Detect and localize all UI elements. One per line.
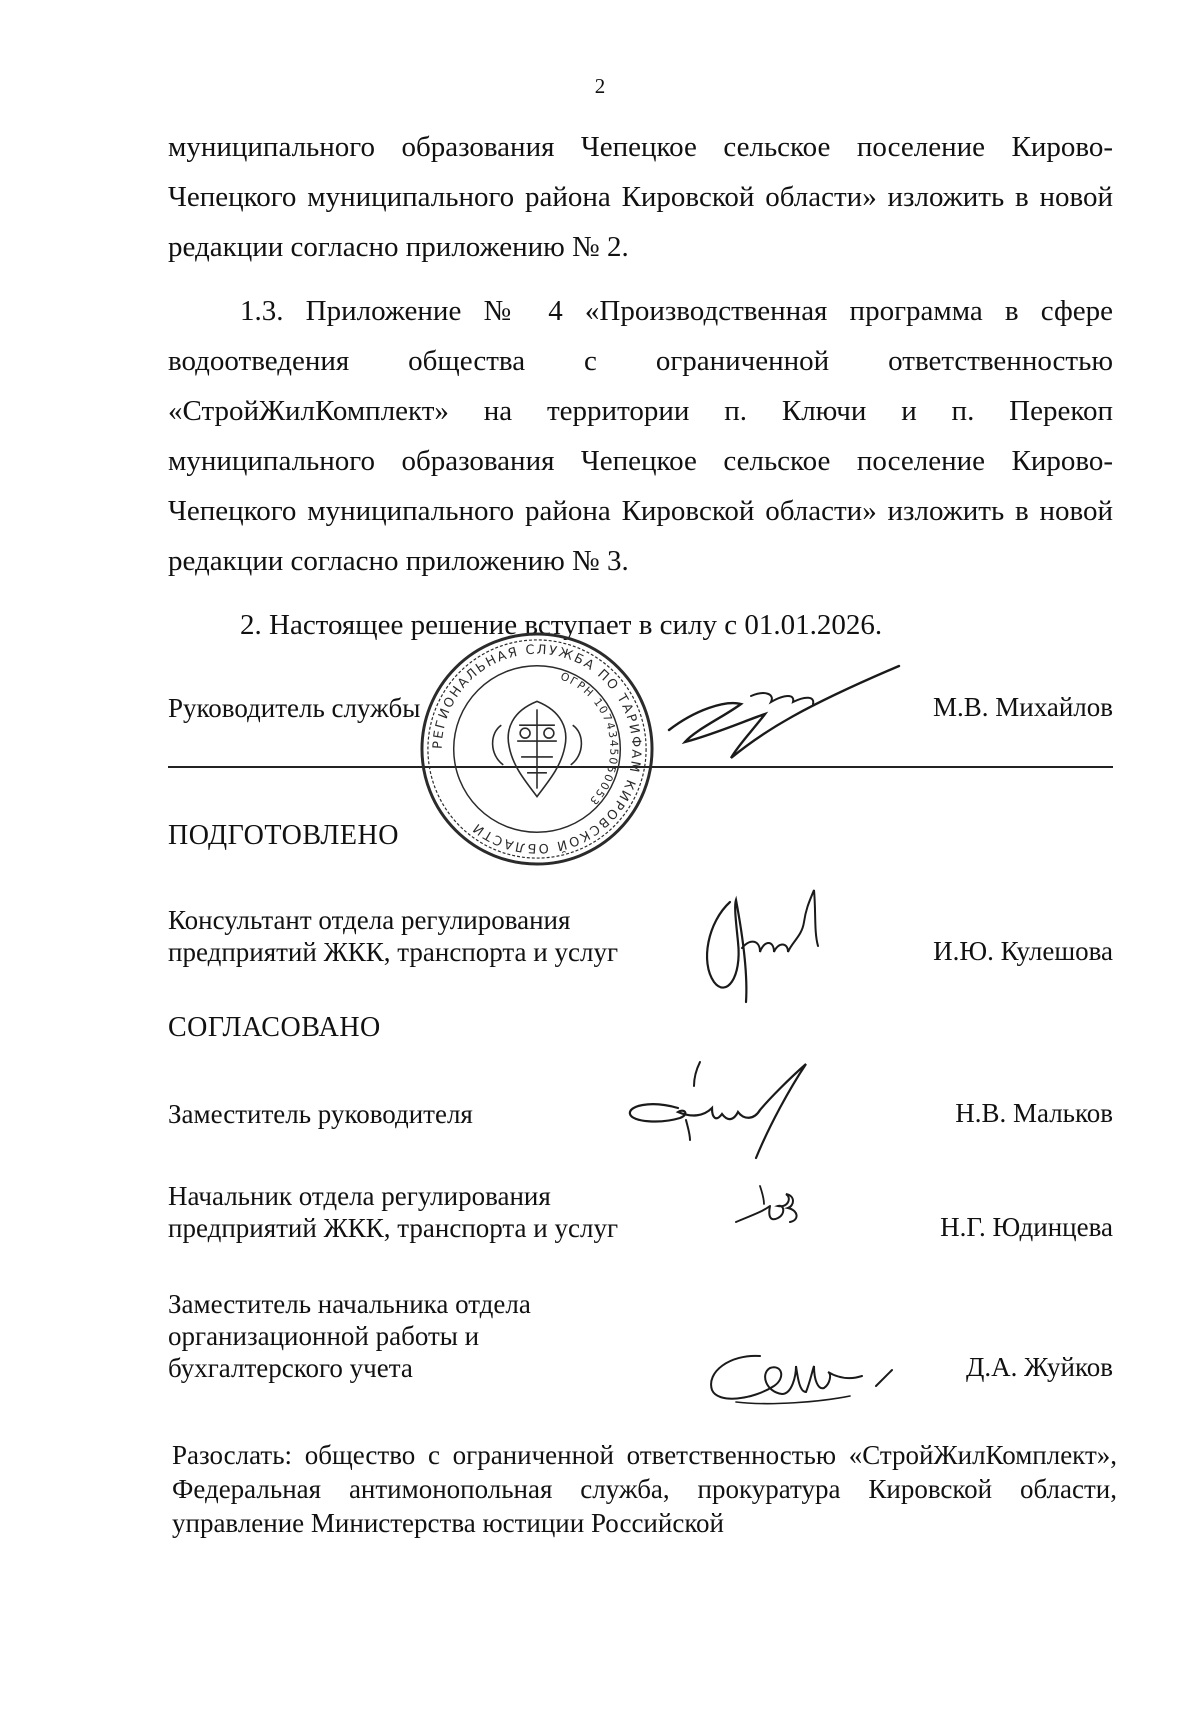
prepared-role-line: предприятий ЖКК, транспорта и услуг (168, 937, 619, 967)
agreed-heading: СОГЛАСОВАНО (168, 1012, 381, 1043)
prepared-role (168, 904, 618, 968)
paragraph-1: муниципального образования Чепецкое сельское поселение Кирово-Чепецкого муниципального района Кировской области» изложить в новой редакции согласно приложению № 2. (168, 131, 1113, 263)
head-name: М.В. Михайлов (932, 692, 1113, 722)
seal-outer-text: РЕГИОНАЛЬНАЯ СЛУЖБА ПО ТАРИФАМ КИРОВСКОЙ ОБЛАСТИ (430, 642, 644, 856)
head-autograph (655, 660, 905, 770)
prepared-heading: ПОДГОТОВЛЕНО (168, 820, 399, 851)
paragraph-1-3: 1.3. Приложение № 4 «Производственная программа в сфере водоотведения общества с ограниченной ответственностью «СтройЖилКомплект» на территории п. Ключи и п. Перекоп муниципального образования Чепецкое сельское поселение Кирово-Чепецкого муниципального района Кировской области» изложить в новой редакции согласно приложению № 3. (168, 295, 1113, 577)
agreed-role (168, 1098, 473, 1130)
head-role: Руководитель службы (168, 693, 421, 723)
document-body (168, 122, 1113, 650)
prepared-name: И.Ю. Кулешова (933, 936, 1113, 966)
agreed-autograph-1 (620, 1048, 870, 1178)
seal-inner-text: ОГРН 1074345050053 (558, 669, 621, 809)
agreed-autograph-3 (700, 1336, 900, 1416)
agreed-name: Д.А. Жуйков (966, 1352, 1113, 1382)
prepared-signer-row (168, 904, 1113, 974)
agreed-signer-row (168, 1288, 1113, 1392)
paragraph-2: 2. Настоящее решение вступает в силу с 01.01.2026. (240, 609, 883, 641)
prepared-role-line: Консультант отдела регулирования (168, 905, 571, 935)
agreed-role (168, 1180, 618, 1244)
agreed-role-line: предприятий ЖКК, транспорта и услуг (168, 1213, 619, 1243)
agreed-role-line: организационной работы и (168, 1321, 480, 1351)
agreed-role (168, 1288, 531, 1384)
agreed-role-line: Начальник отдела регулирования (168, 1181, 551, 1211)
agreed-role-line: Заместитель начальника отдела (168, 1289, 531, 1319)
official-seal (418, 630, 656, 868)
agreed-name: Н.В. Мальков (955, 1098, 1113, 1128)
agreed-autograph-2 (730, 1176, 840, 1246)
agreed-name: Н.Г. Юдинцева (940, 1212, 1113, 1242)
coat-of-arms-emblem (493, 701, 582, 796)
mailing-list: Разослать: общество с ограниченной ответственностью «СтройЖилКомплект», Федеральная антимонопольная служба, прокуратура Кировской области, управление Министерства юстиции Российской (172, 1440, 1117, 1538)
agreed-role-line: бухгалтерского учета (168, 1353, 413, 1383)
page-number: 2 (594, 74, 606, 98)
agreed-signer-row (168, 1180, 1113, 1250)
prepared-autograph (690, 882, 840, 1012)
agreed-role-line: Заместитель руководителя (168, 1099, 473, 1129)
